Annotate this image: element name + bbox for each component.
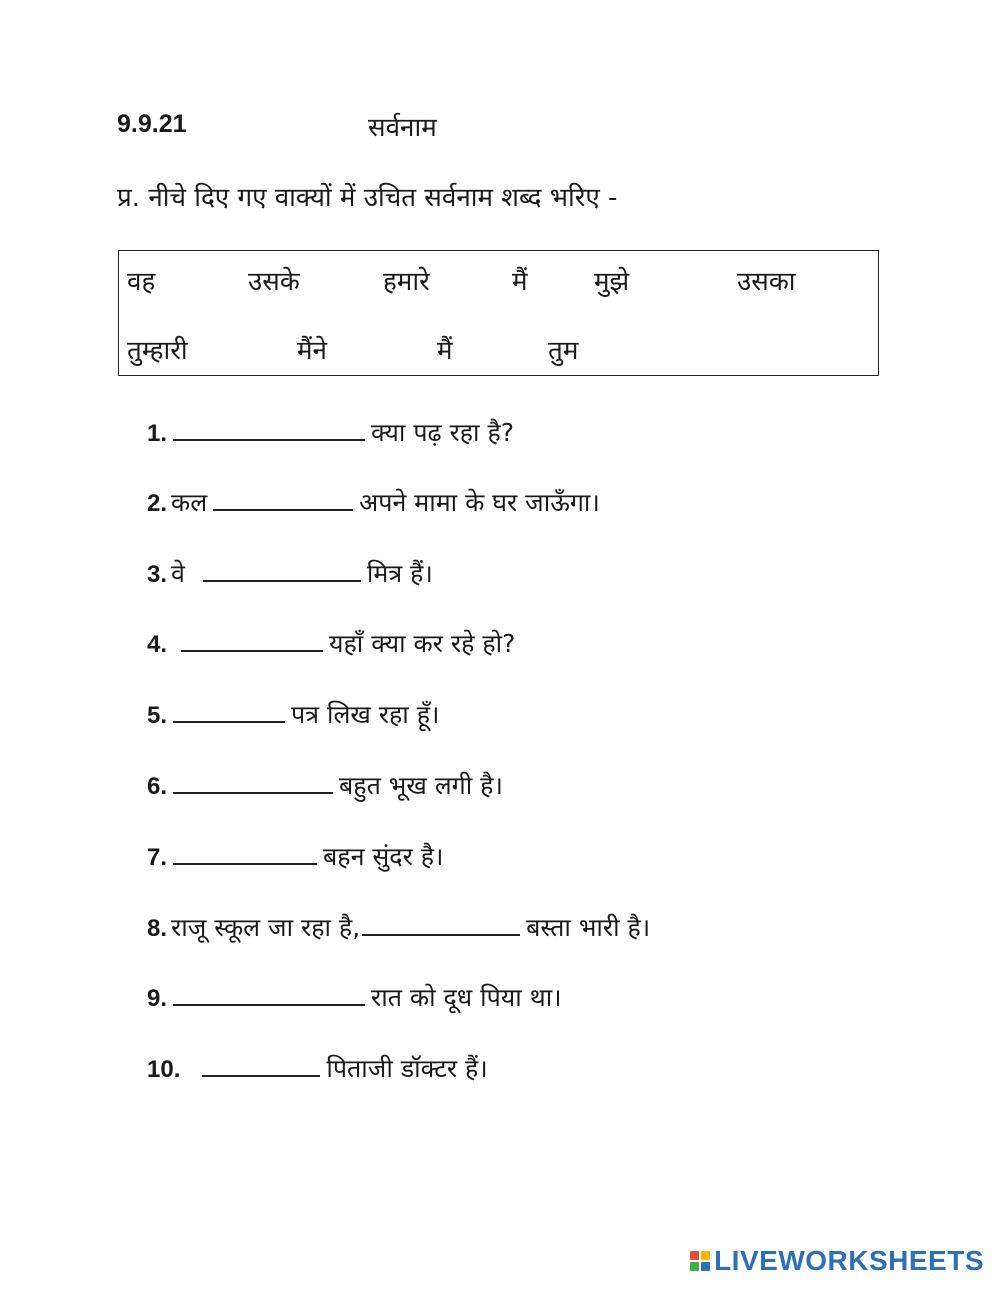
word-bank-item: मुझे [594,267,630,297]
answer-blank[interactable] [173,699,285,723]
answer-blank[interactable] [173,982,365,1006]
question-10 [147,1051,488,1085]
question-1 [147,415,514,449]
word-bank-item: वह [127,267,156,297]
question-prefix: कल [171,488,208,517]
question-3 [147,556,433,590]
word-bank-item: मैंने [297,336,327,366]
word-bank-box [118,250,879,376]
question-suffix: बहन सुंदर है। [323,842,444,871]
question-number: 3. [147,561,168,588]
word-bank-item: हमारे [383,267,430,297]
question-prefix: राजू स्कूल जा रहा है, [171,913,361,942]
question-5 [147,697,439,731]
word-bank-item: मैं [512,267,528,297]
word-bank-item: तुम [548,336,579,366]
question-number: 5. [147,702,168,729]
question-suffix: बस्ता भारी है। [526,913,651,942]
question-7 [147,839,444,873]
question-number: 2. [147,490,168,517]
word-bank-item: उसके [248,267,300,297]
question-number: 4. [147,631,168,658]
answer-blank[interactable] [213,487,353,511]
question-suffix: रात को दूध पिया था। [371,983,562,1012]
worksheet-topic: सर्वनाम [368,113,437,143]
question-9 [147,980,562,1014]
question-number: 8. [147,915,168,942]
worksheet-date: 9.9.21 [117,110,187,138]
question-number: 10. [147,1056,181,1083]
answer-blank[interactable] [173,417,365,441]
word-bank-item: मैं [437,336,453,366]
question-suffix: अपने मामा के घर जाऊँगा। [359,488,600,517]
question-number: 7. [147,844,168,871]
question-4 [147,626,515,660]
question-number: 9. [147,985,168,1012]
question-suffix: पिताजी डॉक्टर हैं। [326,1054,488,1083]
word-bank-item: उसका [737,267,796,297]
answer-blank[interactable] [203,558,361,582]
watermark-text: LIVEWORKSHEETS [714,1245,984,1276]
question-2 [147,485,600,519]
question-6 [147,768,503,802]
word-bank-item: तुम्हारी [127,336,188,366]
question-suffix: क्या पढ़ रहा है? [371,418,515,447]
question-suffix: यहाँ क्या कर रहे हो? [329,629,516,658]
answer-blank[interactable] [362,912,520,936]
question-number: 1. [147,420,168,447]
question-suffix: मित्र हैं। [366,559,433,588]
question-8 [147,910,650,944]
answer-blank[interactable] [173,770,333,794]
instruction-text: प्र. नीचे दिए गए वाक्यों में उचित सर्वनाम शब्द भरिए - [117,183,618,213]
answer-blank[interactable] [181,628,323,652]
question-suffix: पत्र लिख रहा हूँ। [291,700,440,729]
liveworksheets-logo-icon [690,1251,710,1271]
question-number: 6. [147,773,168,800]
question-prefix: वे [171,559,185,588]
answer-blank[interactable] [202,1053,320,1077]
question-suffix: बहुत भूख लगी है। [339,771,503,800]
answer-blank[interactable] [173,841,317,865]
liveworksheets-watermark [690,1245,984,1277]
